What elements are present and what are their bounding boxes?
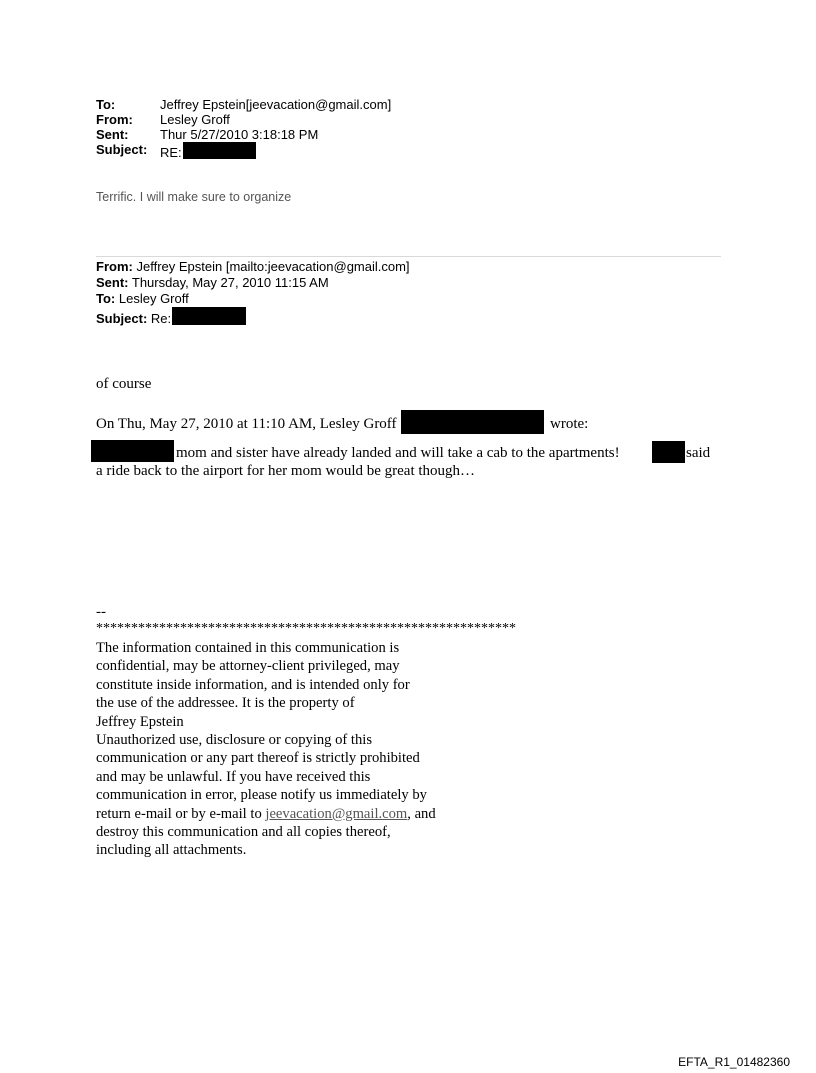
wrote-line — [96, 410, 588, 434]
subject-value: RE: — [160, 145, 182, 160]
body-line-2: a ride back to the airport for her mom would be great though… — [96, 463, 476, 479]
quoted-to-value: Lesley Groff — [118, 291, 189, 306]
disclaimer-line: confidential, may be attorney-client privileged, may — [96, 658, 400, 675]
body-line-1-end: said — [686, 445, 711, 461]
quoted-from-row — [96, 259, 410, 275]
quoted-subject-label: Subject: — [96, 311, 148, 326]
disclaimer — [96, 639, 436, 860]
subject-value-wrap — [160, 142, 256, 160]
to-value: Jeffrey Epstein[jeevacation@gmail.com] — [160, 97, 392, 112]
disclaimer-line-suffix: , and — [407, 805, 436, 822]
subject-label: Subject: — [96, 142, 148, 157]
disclaimer-line: Unauthorized use, disclosure or copying of this — [96, 732, 373, 749]
quoted-to-row — [96, 291, 189, 307]
signature-dashes: -- — [96, 604, 106, 620]
disclaimer-line: Jeffrey Epstein — [96, 713, 184, 730]
quoted-sent-label: Sent: — [96, 275, 129, 290]
disclaimer-line: including all attachments. — [96, 842, 247, 859]
from-label: From: — [96, 112, 133, 127]
disclaimer-line: destroy this communication and all copies thereof, — [96, 824, 391, 841]
disclaimer-line: the use of the addressee. It is the property of — [96, 695, 355, 712]
document-id: EFTA_R1_01482360 — [678, 1055, 790, 1069]
quoted-sent-value: Thursday, May 27, 2010 11:15 AM — [131, 275, 329, 290]
wrote-suffix: wrote: — [550, 416, 589, 432]
reply-text: Terrific. I will make sure to organize — [96, 190, 292, 204]
disclaimer-line — [96, 805, 436, 823]
disclaimer-line: and may be unlawful. If you have received this — [96, 768, 371, 785]
redaction-block — [401, 410, 544, 434]
disclaimer-line: constitute inside information, and is intended only for — [96, 676, 410, 693]
email-link[interactable]: jeevacation@gmail.com — [265, 805, 408, 822]
sent-label: Sent: — [96, 127, 129, 142]
redaction-block — [172, 307, 246, 325]
redaction-block — [652, 441, 685, 463]
wrote-prefix: On Thu, May 27, 2010 at 11:10 AM, Lesley Groff — [96, 416, 397, 432]
quoted-from-value: Jeffrey Epstein [mailto:jeevacation@gmail.com] — [136, 259, 410, 274]
body-line-1: mom and sister have already landed and will take a cab to the apartments! — [176, 445, 620, 461]
disclaimer-line: communication in error, please notify us immediately by — [96, 787, 427, 804]
quoted-from-label: From: — [96, 259, 133, 274]
to-label: To: — [96, 97, 116, 112]
redaction-block — [91, 440, 174, 462]
quoted-sent-row — [96, 275, 329, 291]
redaction-block — [183, 142, 256, 159]
disclaimer-line: The information contained in this communication is — [96, 640, 400, 656]
disclaimer-line: communication or any part thereof is strictly prohibited — [96, 750, 420, 767]
sent-value: Thur 5/27/2010 3:18:18 PM — [160, 127, 319, 142]
disclaimer-line-prefix: return e-mail or by e-mail to — [96, 805, 266, 822]
quoted-subject-row — [96, 307, 246, 327]
quote-divider — [96, 256, 721, 257]
quoted-to-label: To: — [96, 291, 116, 306]
quoted-subject-value: Re: — [150, 311, 172, 326]
quoted-reply: of course — [96, 376, 152, 392]
from-value: Lesley Groff — [160, 112, 230, 127]
signature-stars: ************************************************************ — [96, 621, 516, 636]
